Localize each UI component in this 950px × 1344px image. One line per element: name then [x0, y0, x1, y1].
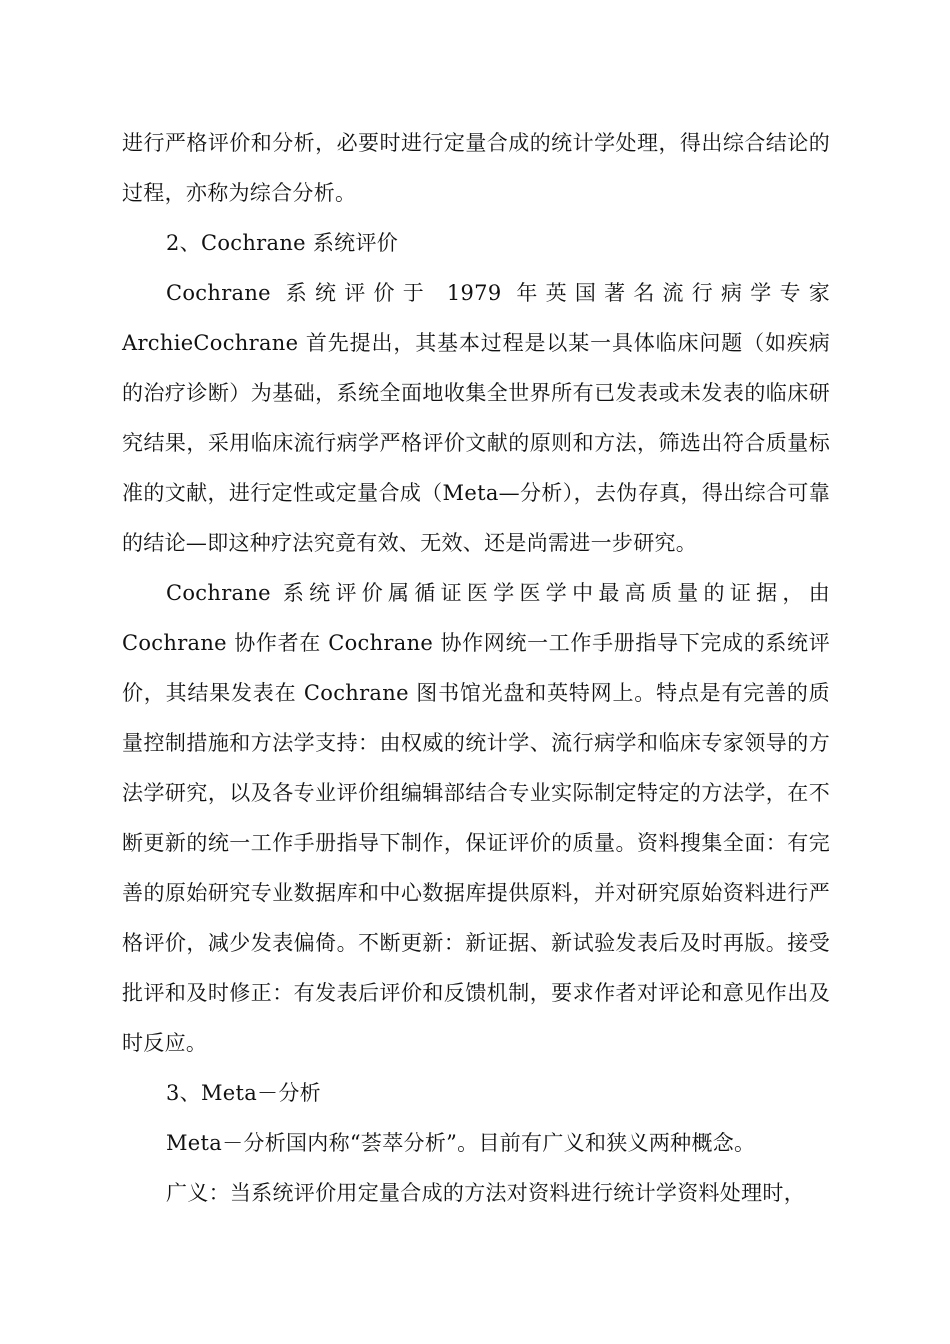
paragraph-meta-analysis-intro: Meta－分析国内称“荟萃分析”。目前有广义和狭义两种概念。	[166, 1131, 756, 1155]
section-heading-meta-analysis: 3、Meta－分析	[166, 1081, 321, 1105]
paragraph-continuation: 进行严格评价和分析，必要时进行定量合成的统计学处理，得出综合结论的过程，亦称为综合分析。	[122, 131, 830, 205]
paragraph-cochrane-definition: Cochrane 系统评价于 1979 年英国著名流行病学专家 ArchieCochrane 首先提出，其基本过程是以某一具体临床问题（如疾病的治疗诊断）为基础，系统全面地收集全世界所有已发表或未发表的临床研究结果，采用临床流行病学严格评价文献的原则和方法，筛选出符合质量标准的文献，进行定性或定量合成（Meta—分析），去伪存真，得出综合可靠的结论—即这种疗法究竟有效、无效、还是尚需进一步研究。	[122, 281, 830, 555]
paragraph-broad-definition: 广义：当系统评价用定量合成的方法对资料进行统计学资料处理时，	[166, 1181, 805, 1205]
section-heading-cochrane: 2、Cochrane 系统评价	[166, 231, 399, 255]
document-body	[122, 118, 830, 1218]
paragraph-cochrane-features: Cochrane 系统评价属循证医学医学中最高质量的证据，由 Cochrane 协作者在 Cochrane 协作网统一工作手册指导下完成的系统评价，其结果发表在 Cochrane 图书馆光盘和英特网上。特点是有完善的质量控制措施和方法学支持：由权威的统计学、流行病学和临床专家领导的方法学研究，以及各专业评价组编辑部结合专业实际制定特定的方法学，在不断更新的统一工作手册指导下制作，保证评价的质量。资料搜集全面：有完善的原始研究专业数据库和中心数据库提供原料，并对研究原始资料进行严格评价，减少发表偏倚。不断更新：新证据、新试验发表后及时再版。接受批评和及时修正：有发表后评价和反馈机制，要求作者对评论和意见作出及时反应。	[122, 581, 830, 1055]
